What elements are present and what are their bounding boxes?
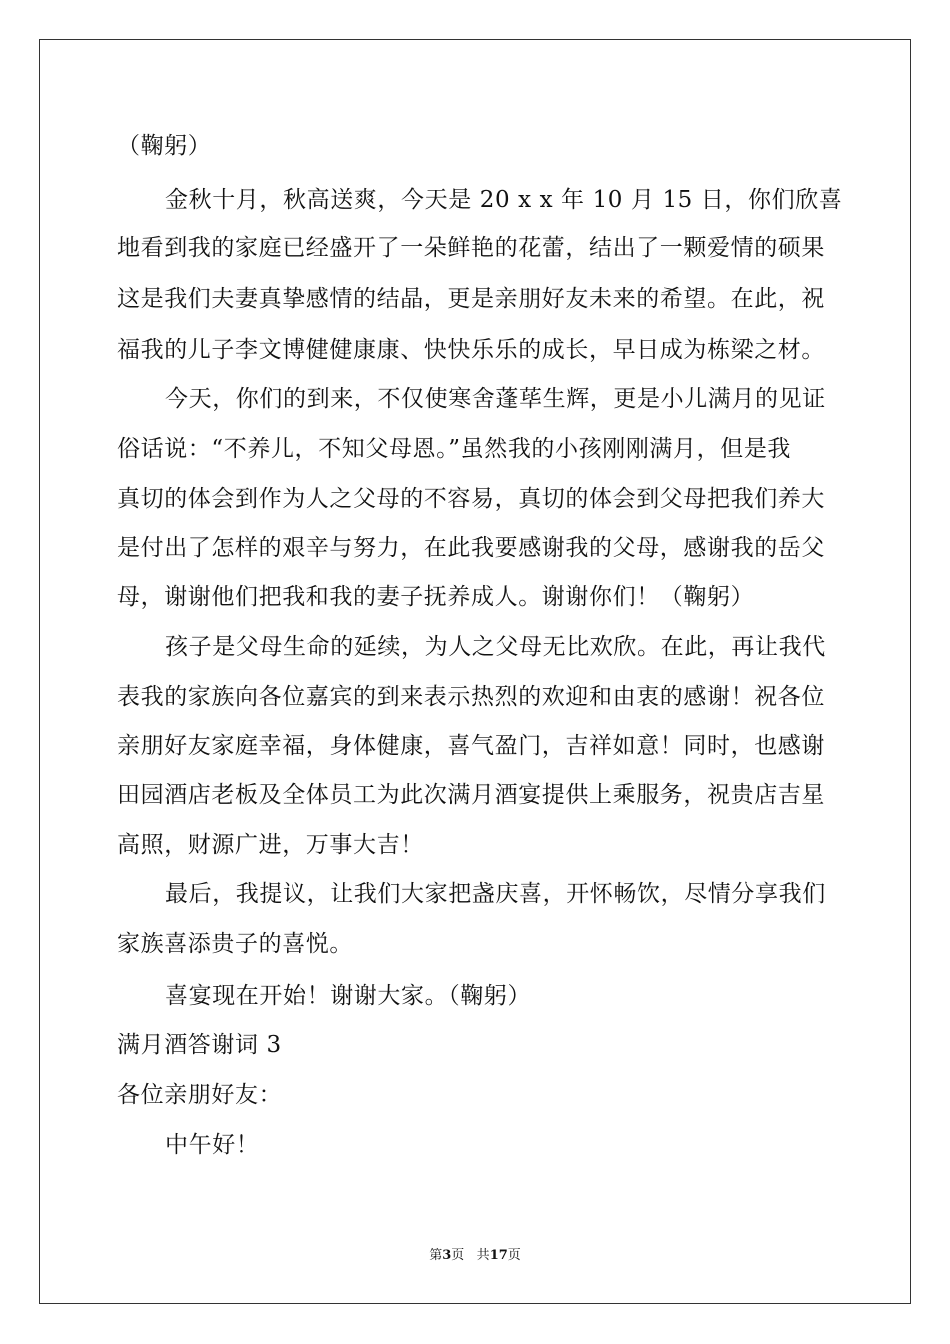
greeting: 中午好！ — [165, 1132, 260, 1158]
text-line: 福我的儿子李文博健健康康、快快乐乐的成长，早日成为栋梁之材。 — [117, 337, 825, 363]
text-line: 孩子是父母生命的延续，为人之父母无比欢欣。在此，再让我代 — [165, 634, 826, 660]
text-line: 是付出了怎样的艰辛与努力，在此我要感谢我的父母，感谢我的岳父 — [117, 535, 825, 561]
text-line: 高照，财源广进，万事大吉！ — [117, 832, 424, 858]
text-line: 这是我们夫妻真挚感情的结晶，更是亲朋好友未来的希望。在此，祝 — [117, 286, 825, 312]
text-line: 田园酒店老板及全体员工为此次满月酒宴提供上乘服务，祝贵店吉星 — [117, 782, 825, 808]
page-frame — [39, 39, 911, 1304]
footer-page-current: 3 — [442, 1248, 452, 1263]
footer-page-unit: 页 — [451, 1248, 465, 1263]
text-line: 今天，你们的到来，不仅使寒舍蓬荜生辉，更是小儿满月的见证 — [165, 386, 826, 412]
salutation: 各位亲朋好友： — [117, 1082, 283, 1108]
page-footer — [0, 1247, 950, 1265]
footer-page-prefix: 第 — [429, 1248, 443, 1263]
footer-total-prefix: 共 — [476, 1248, 490, 1263]
text-line: 表我的家族向各位嘉宾的到来表示热烈的欢迎和由衷的感谢！祝各位 — [117, 684, 825, 710]
section-heading: 满月酒答谢词 3 — [117, 1032, 282, 1058]
text-line: 最后，我提议，让我们大家把盏庆喜，开怀畅饮，尽情分享我们 — [165, 881, 826, 907]
text-line: 亲朋好友家庭幸福，身体健康，喜气盈门，吉祥如意！同时，也感谢 — [117, 733, 825, 759]
footer-total-unit: 页 — [507, 1248, 521, 1263]
text-line: 俗话说：“不养儿，不知父母恩。”虽然我的小孩刚刚满月，但是我 — [117, 436, 792, 462]
text-line: 金秋十月，秋高送爽，今天是 20 x x 年 10 月 15 日，你们欣喜 — [165, 187, 843, 213]
text-line: 地看到我的家庭已经盛开了一朵鲜艳的花蕾，结出了一颗爱情的硕果 — [117, 235, 825, 261]
text-line: （鞠躬） — [117, 133, 212, 159]
text-line: 母，谢谢他们把我和我的妻子抚养成人。谢谢你们！（鞠躬） — [117, 584, 755, 610]
text-line: 喜宴现在开始！谢谢大家。（鞠躬） — [165, 983, 532, 1009]
text-line: 真切的体会到作为人之父母的不容易，真切的体会到父母把我们养大 — [117, 486, 825, 512]
footer-page-total: 17 — [489, 1248, 508, 1263]
text-line: 家族喜添贵子的喜悦。 — [117, 931, 353, 957]
